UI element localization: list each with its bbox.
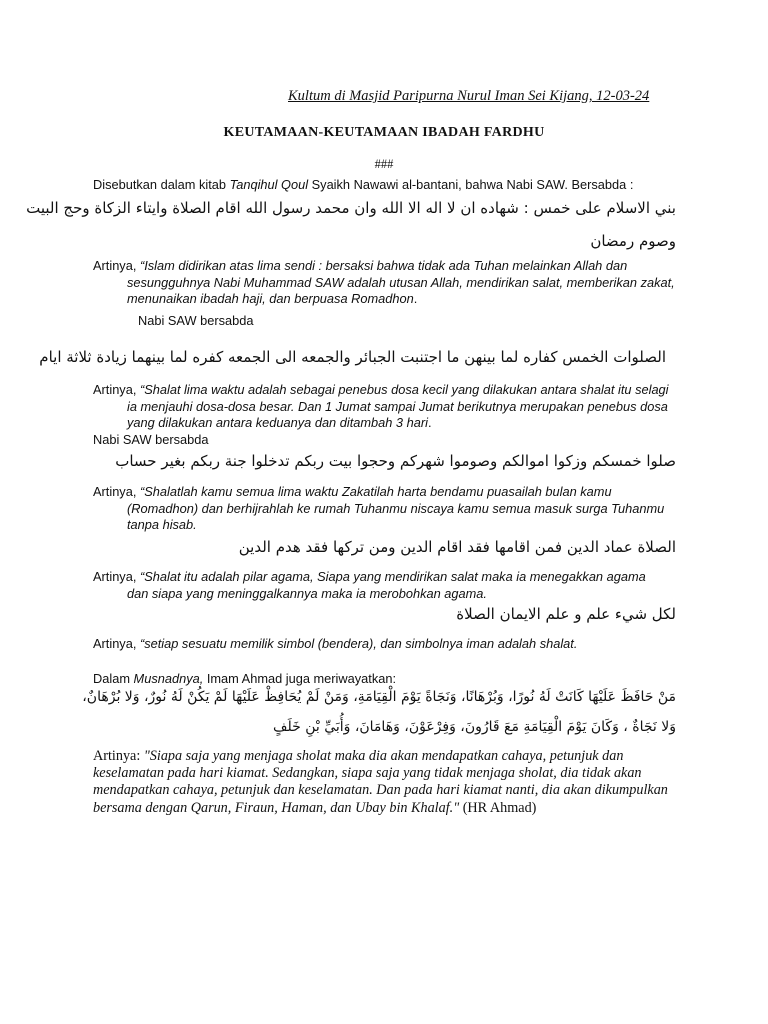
intro-text-after: Syaikh Nawawi al-bantani, bahwa Nabi SAW. Bersabda : [308, 177, 634, 192]
hadith4-arabic: الصلاة عماد الدين فمن اقامها فقد اقام الدين ومن تركها فقد هدم الدين [238, 538, 676, 556]
document-title: KEUTAMAAN-KEUTAMAAN IBADAH FARDHU [223, 125, 545, 140]
musnad-arabic-line2: وَلا نَجَاةٌ ، وَكَانَ يَوْمَ الْقِيَامَةِ مَعَ قَارُونَ، وَفِرْعَوْنَ، وَهَامَانَ، وَأُبَيِّ بْنِ خَلَفٍ [272, 719, 676, 735]
artinya-label: Artinya, [93, 569, 140, 584]
hadith5-translation [93, 636, 681, 653]
hadith1-translation: Artinya, “Islam didirikan atas lima sendi : bersaksi bahwa tidak ada Tuhan melainkan Allah dan sesungguhnya Nabi Muhammad SAW adalah utusan Allah, mendirikan salat, memberikan zakat, menunaikan ibadah haji, dan berpuasa Romadhon. [93, 258, 675, 306]
hadith3-translation [93, 484, 681, 534]
hadith1-after-label: Nabi SAW bersabda [138, 313, 254, 328]
musnad-intro: Dalam Musnadnya, Imam Ahmad juga meriwayatkan: [93, 671, 397, 686]
musnad-book-title: Musnadnya, [133, 671, 204, 686]
artinya-label: Artinya: [93, 748, 144, 764]
hadith1-arabic-line1: بني الاسلام على خمس : شهاده ان لا اله الا الله وان محمد رسول الله اقام الصلاة وايتاء الزكاة وحج البيت [26, 199, 676, 217]
hadith3-translation-rest: (Romadhon) dan berhijrahlah ke rumah Tuhanmu niscaya kamu semua masuk surga Tuhanmu tanpa hisab. [127, 500, 665, 532]
artinya-label: Artinya, [93, 636, 140, 651]
hadith4-translation-rest: dan siapa yang meninggalkannya maka ia merobohkan agama. [127, 585, 487, 601]
hadith2-translation: Artinya, “Shalat lima waktu adalah sebagai penebus dosa kecil yang dilakukan antara shalat itu selagi ia menjauhi dosa-dosa besar. Dan 1 Jumat sampai Jumat berikutnya merupakan penebus dosa yang dilakukan antara keduanya dan ditambah 3 hari. [93, 382, 669, 430]
hadith2-translation-rest: ia menjauhi dosa-dosa besar. Dan 1 Jumat sampai Jumat berikutnya merupakan penebus dosa yang dilakukan antara keduanya dan ditambah 3 hari [127, 398, 668, 430]
hadith5-translation-text: “setiap sesuatu memilik simbol (bendera), dan simbolnya iman adalah shalat. [139, 636, 578, 651]
intro-text-before: Disebutkan dalam kitab [93, 177, 230, 192]
hadith3-arabic: صلوا خمسكم وزكوا اموالكم وصوموا شهركم وحجوا بيت ربكم تدخلوا جنة ربكم بغير حساب [115, 452, 676, 470]
musnad-translation [93, 748, 681, 817]
artinya-label: Artinya, [93, 484, 140, 499]
hadith2-after-label: Nabi SAW bersabda [93, 432, 209, 447]
intro-paragraph [93, 177, 683, 194]
hadith4-translation-first: “Shalat itu adalah pilar agama, Siapa yang mendirikan salat maka ia menegakkan agama [139, 569, 646, 584]
hadith2-translation-first: “Shalat lima waktu adalah sebagai penebus dosa kecil yang dilakukan antara shalat itu selagi [139, 382, 669, 397]
musnad-arabic-line1: مَنْ حَافَظَ عَلَيْهَا كَانَتْ لَهُ نُورًا، وَبُرْهَانًا، وَنَجَاةً يَوْمَ الْقِيَامَةِ، وَمَنْ لَمْ يُحَافِظْ عَلَيْهَا لَمْ يَكُنْ لَهُ نُورٌ، وَلا بُرْهَانٌ، [82, 689, 676, 705]
hadith4-translation [93, 569, 681, 602]
section-separator: ### [374, 157, 394, 171]
hadith1-arabic-line2: وصوم رمضان [590, 232, 676, 250]
artinya-label: Artinya, [93, 258, 140, 273]
intro-book-title: Tanqihul Qoul [229, 177, 309, 192]
hadith2-arabic: الصلوات الخمس كفاره لما بينهن ما اجتنبت الجبائر والجمعه الى الجمعه كفره لما بينهما زيادة ثلاثة ايام [39, 348, 666, 366]
hadith-source: (HR Ahmad) [459, 799, 537, 816]
musnad-translation-text: "Siapa saja yang menjaga sholat maka dia akan mendapatkan cahaya, petunjuk dan keselamatan pada hari kiamat. Sedangkan, siapa saja yang tidak menjaga sholat, dia tidak akan mendapatkan cahaya, petunjuk dan keselamatan. Dan pada hari kiamat nanti, dia akan dikumpulkan bersama dengan Qarun, Firaun, Haman, dan Ubay bin Khalaf." [93, 748, 668, 816]
hadith1-translation-rest: sesungguhnya Nabi Muhammad SAW adalah utusan Allah, mendirikan salat, memberikan zakat, menunaikan ibadah haji, dan berpuasa Romadhon [127, 274, 675, 306]
hadith3-translation-first: “Shalatlah kamu semua lima waktu Zakatilah harta bendamu puasailah bulan kamu [139, 484, 612, 499]
hadith5-arabic: لكل شيء علم و علم الايمان الصلاة [456, 605, 676, 623]
location-date-line: Kultum di Masjid Paripurna Nurul Iman Sei Kijang, 12-03-24 [288, 88, 650, 104]
artinya-label: Artinya, [93, 382, 140, 397]
hadith1-translation-first: “Islam didirikan atas lima sendi : bersaksi bahwa tidak ada Tuhan melainkan Allah dan [139, 258, 628, 273]
